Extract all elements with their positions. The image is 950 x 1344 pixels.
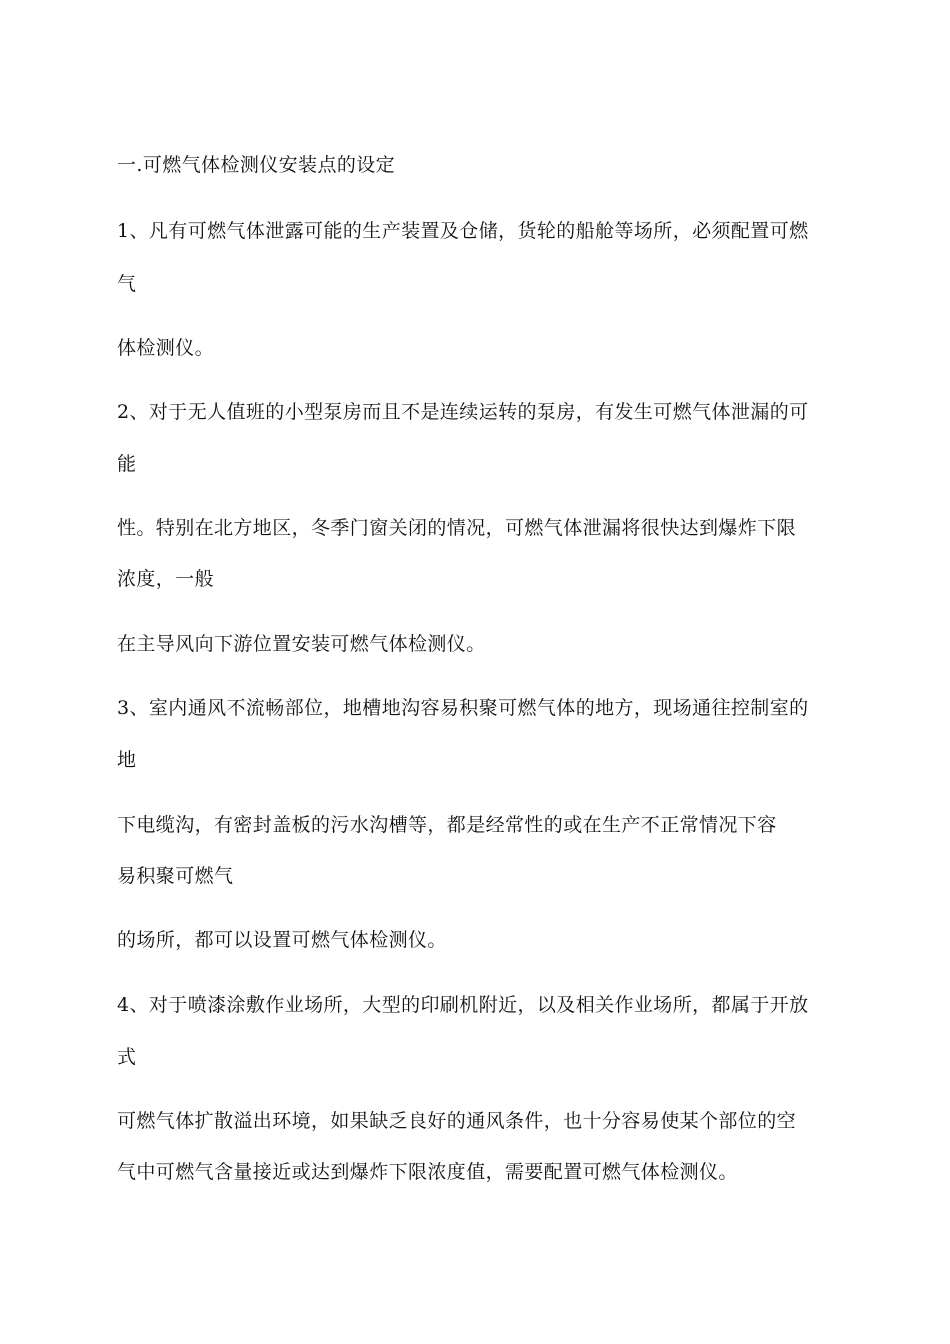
text-line: 能 xyxy=(117,453,137,475)
text-line: 在主导风向下游位置安装可燃气体检测仪。 xyxy=(117,633,486,655)
text-line: 可燃气体扩散溢出环境，如果缺乏良好的通风条件，也十分容易使某个部位的空 xyxy=(117,1110,797,1132)
text-line: 体检测仪。 xyxy=(117,337,215,359)
text-line: 气 xyxy=(117,273,137,295)
text-line: 3、室内通风不流畅部位，地槽地沟容易积聚可燃气体的地方，现场通往控制室的 xyxy=(117,697,809,719)
text-line: 地 xyxy=(117,749,137,771)
text-line: 2、对于无人值班的小型泵房而且不是连续运转的泵房，有发生可燃气体泄漏的可 xyxy=(117,401,809,423)
text-line: 浓度，一般 xyxy=(117,568,215,590)
text-line: 1、凡有可燃气体泄露可能的生产装置及仓储，货轮的船舱等场所，必须配置可燃 xyxy=(117,220,809,242)
text-line: 下电缆沟，有密封盖板的污水沟槽等，都是经常性的或在生产不正常情况下容 xyxy=(117,814,777,836)
section-heading: 一.可燃气体检测仪安装点的设定 xyxy=(117,154,396,176)
text-line: 的场所，都可以设置可燃气体检测仪。 xyxy=(117,929,447,951)
text-line: 4、对于喷漆涂敷作业场所，大型的印刷机附近，以及相关作业场所，都属于开放 xyxy=(117,994,809,1016)
text-line: 式 xyxy=(117,1046,137,1068)
text-line: 易积聚可燃气 xyxy=(117,865,234,887)
text-line: 性。特别在北方地区，冬季门窗关闭的情况，可燃气体泄漏将很快达到爆炸下限 xyxy=(117,517,797,539)
text-line: 气中可燃气含量接近或达到爆炸下限浓度值，需要配置可燃气体检测仪。 xyxy=(117,1161,738,1183)
